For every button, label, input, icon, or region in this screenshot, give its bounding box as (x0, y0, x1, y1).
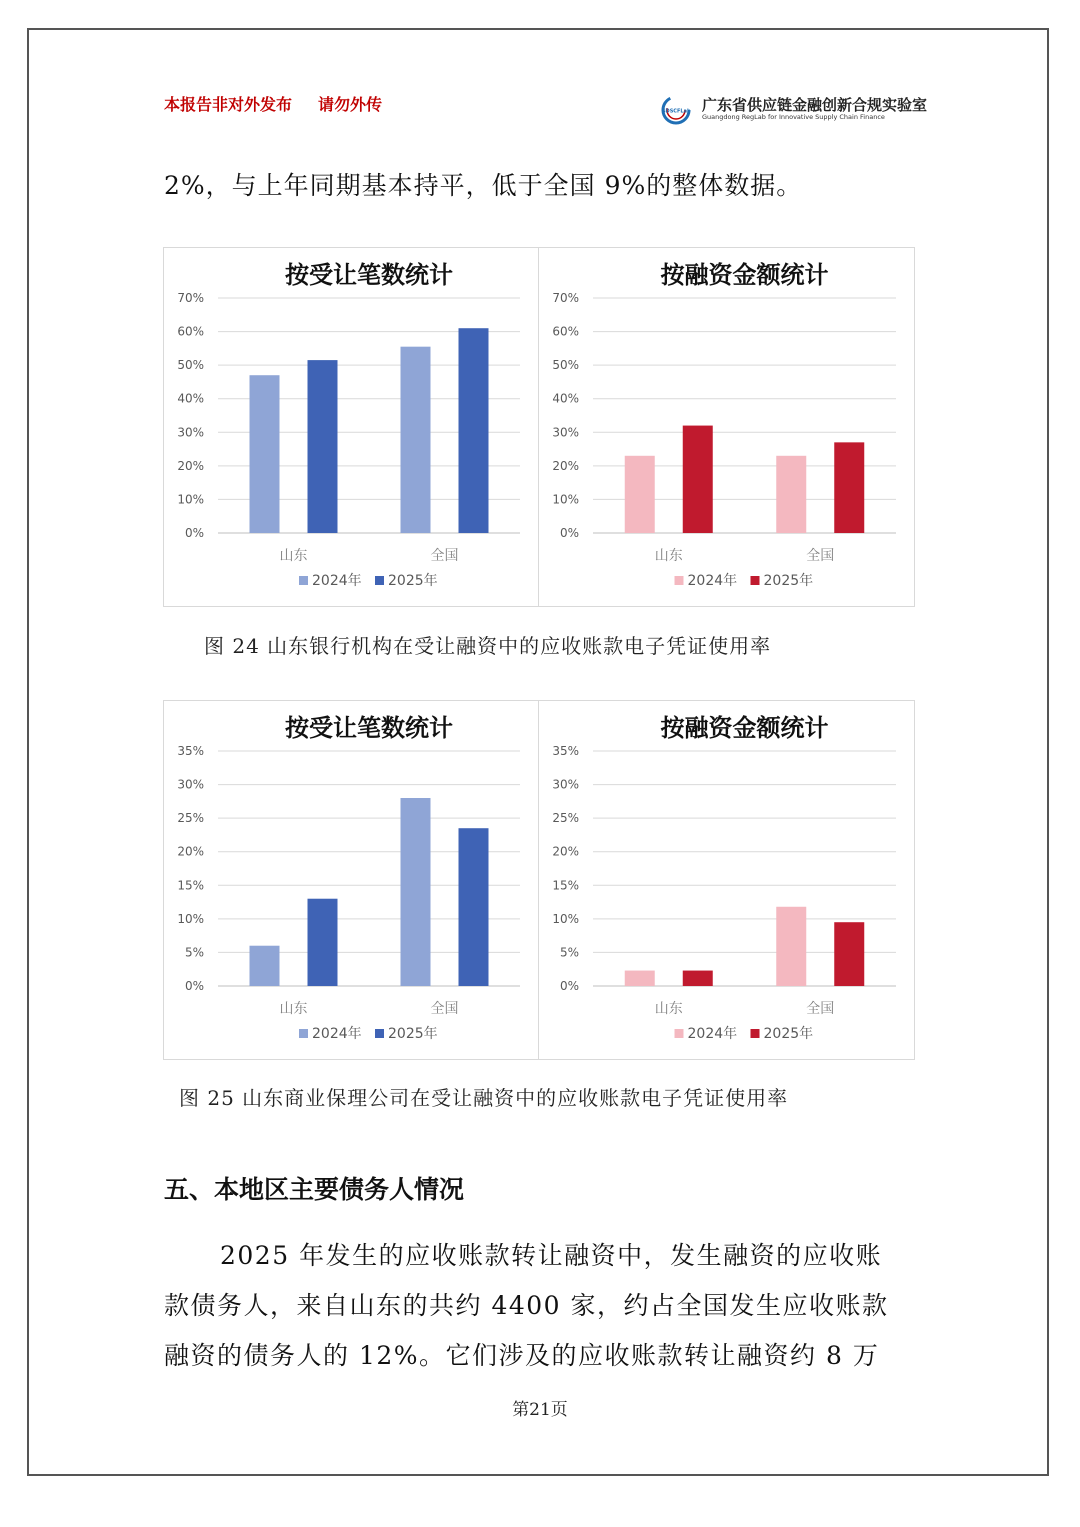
chart-title: 按受让笔数统计 (285, 714, 453, 742)
y-tick-label: 25% (552, 811, 579, 826)
legend-label: 2024年 (312, 573, 362, 589)
legend-swatch (751, 576, 760, 585)
bar-2025年-山东 (308, 360, 338, 533)
legend-label: 2025年 (388, 573, 438, 589)
bar-2024年-山东 (250, 375, 280, 533)
y-tick-label: 0% (184, 979, 204, 993)
y-tick-label: 15% (552, 878, 579, 893)
legend-swatch (675, 1029, 684, 1038)
logo-title-en: Guangdong RegLab for Innovative Supply Chain Finance (702, 113, 885, 121)
y-tick-label: 10% (552, 492, 579, 507)
x-category-label: 全国 (806, 1001, 835, 1017)
x-category-label: 全国 (430, 1001, 459, 1017)
x-category-label: 山东 (654, 1001, 683, 1017)
y-tick-label: 40% (552, 391, 579, 406)
figure24-caption: 图 24 山东银行机构在受让融资中的应收账款电子凭证使用率 (204, 634, 772, 658)
y-tick-label: 30% (177, 777, 204, 792)
y-tick-label: 20% (552, 458, 579, 473)
fig24-count-chart-frame (163, 247, 539, 607)
fig25-amount-chart (539, 701, 914, 1059)
fig25-count-chart-frame (163, 700, 539, 1060)
y-tick-label: 10% (177, 911, 204, 926)
y-tick-label: 20% (552, 844, 579, 859)
logo-badge-text: GDSCFLab (661, 108, 691, 115)
bar-2025年-山东 (683, 971, 713, 986)
y-tick-label: 40% (177, 391, 204, 406)
chart-title: 按受让笔数统计 (285, 261, 453, 289)
x-category-label: 山东 (279, 548, 308, 564)
section-heading: 五、本地区主要债务人情况 (164, 1175, 465, 1204)
x-category-label: 全国 (806, 548, 835, 564)
bar-2025年-山东 (683, 426, 713, 533)
y-tick-label: 30% (177, 425, 204, 440)
fig25-amount-chart-frame (538, 700, 915, 1060)
legend-swatch (299, 576, 308, 585)
chart-title: 按融资金额统计 (660, 714, 829, 742)
page-number: 第21页 (512, 1400, 568, 1420)
y-tick-label: 10% (177, 492, 204, 507)
legend-swatch (751, 1029, 760, 1038)
paragraph-line-3: 融资的债务人的 12%。它们涉及的应收账款转让融资约 8 万 (164, 1341, 880, 1370)
bar-2024年-全国 (776, 456, 806, 533)
bar-2024年-山东 (250, 946, 280, 986)
paragraph-line-1: 2025 年发生的应收账款转让融资中，发生融资的应收账 (220, 1241, 883, 1270)
intro-text: 2%，与上年同期基本持平，低于全国 9%的整体数据。 (164, 171, 803, 200)
bar-2025年-全国 (459, 828, 489, 986)
bar-2025年-山东 (308, 899, 338, 986)
x-category-label: 全国 (430, 548, 459, 564)
y-tick-label: 25% (177, 811, 204, 826)
bar-2024年-全国 (401, 798, 431, 986)
y-tick-label: 5% (559, 945, 579, 960)
fig24-amount-chart-frame (538, 247, 915, 607)
lab-logo (660, 94, 700, 126)
legend-swatch (375, 576, 384, 585)
figure25-caption: 图 25 山东商业保理公司在受让融资中的应收账款电子凭证使用率 (179, 1086, 789, 1110)
y-tick-label: 30% (552, 777, 579, 792)
notice-right: 请勿外传 (318, 95, 383, 114)
bar-2024年-山东 (625, 971, 655, 986)
legend-swatch (299, 1029, 308, 1038)
bar-2025年-全国 (834, 442, 864, 533)
fig24-count-chart (164, 248, 538, 606)
legend-label: 2024年 (687, 1026, 738, 1042)
y-tick-label: 35% (552, 744, 579, 758)
paragraph-line-2: 款债务人，来自山东的共约 4400 家，约占全国发生应收账款 (164, 1291, 889, 1320)
y-tick-label: 0% (559, 526, 579, 540)
legend-label: 2024年 (687, 573, 738, 589)
y-tick-label: 0% (559, 979, 579, 993)
y-tick-label: 35% (177, 744, 204, 758)
y-tick-label: 20% (177, 844, 204, 859)
bar-2025年-全国 (834, 922, 864, 986)
y-tick-label: 60% (552, 324, 579, 339)
legend-label: 2024年 (312, 1026, 362, 1042)
y-tick-label: 20% (177, 458, 204, 473)
y-tick-label: 70% (552, 291, 579, 305)
y-tick-label: 30% (552, 425, 579, 440)
legend-swatch (675, 576, 684, 585)
y-tick-label: 10% (552, 911, 579, 926)
logo-title-cn: 广东省供应链金融创新合规实验室 (702, 96, 928, 114)
bar-2025年-全国 (459, 328, 489, 533)
fig25-count-chart (164, 701, 538, 1059)
legend-label: 2025年 (763, 1026, 814, 1042)
x-category-label: 山东 (279, 1001, 308, 1017)
y-tick-label: 0% (184, 526, 204, 540)
notice-left: 本报告非对外发布 (164, 95, 293, 114)
confidential-notice (164, 92, 408, 115)
y-tick-label: 5% (184, 945, 204, 960)
y-tick-label: 60% (177, 324, 204, 339)
chart-title: 按融资金额统计 (660, 261, 829, 289)
bar-2024年-山东 (625, 456, 655, 533)
x-category-label: 山东 (654, 548, 683, 564)
bar-2024年-全国 (401, 347, 431, 533)
bar-2024年-全国 (776, 907, 806, 986)
y-tick-label: 70% (177, 291, 204, 305)
y-tick-label: 50% (177, 358, 204, 373)
legend-label: 2025年 (763, 573, 814, 589)
y-tick-label: 15% (177, 878, 204, 893)
fig24-amount-chart (539, 248, 914, 606)
legend-label: 2025年 (388, 1026, 438, 1042)
legend-swatch (375, 1029, 384, 1038)
y-tick-label: 50% (552, 358, 579, 373)
